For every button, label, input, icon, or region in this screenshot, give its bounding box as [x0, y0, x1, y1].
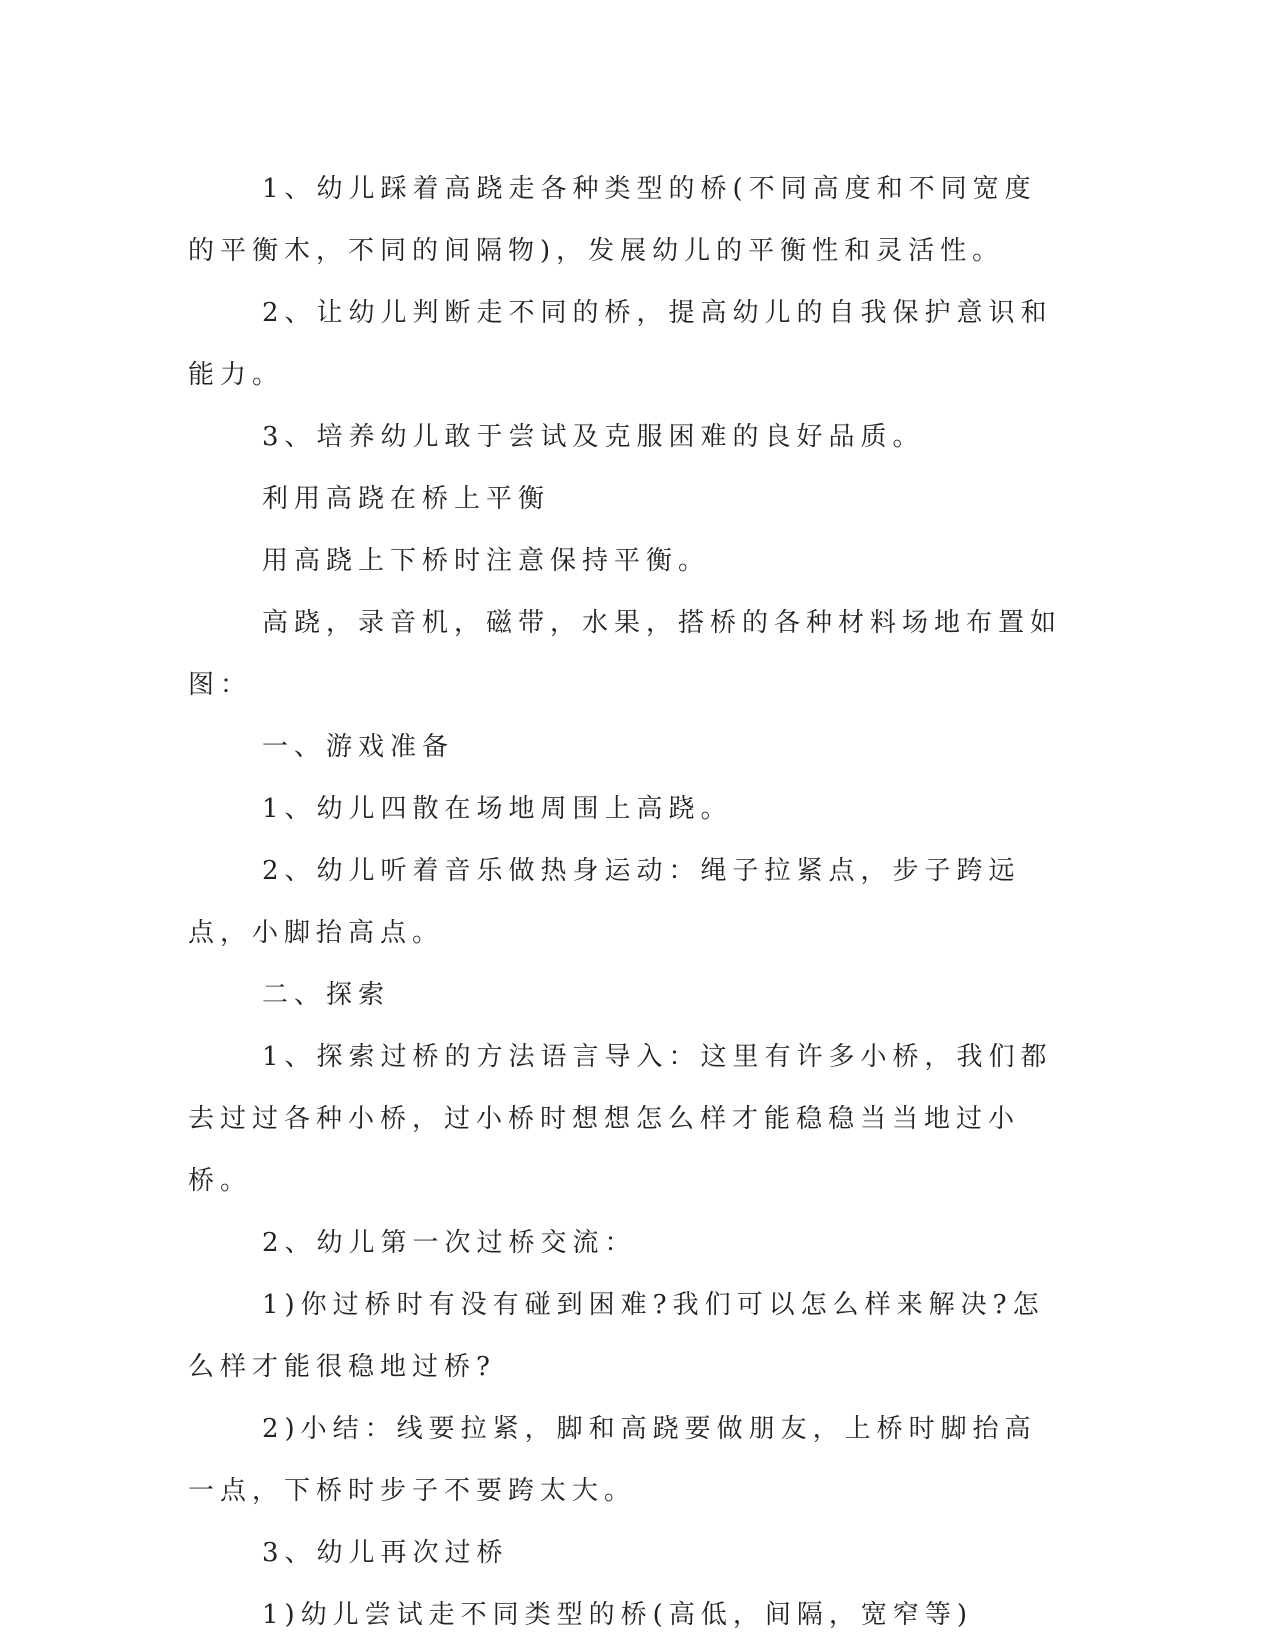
paragraph: 1)你过桥时有没有碰到困难?我们可以怎么样来解决?怎么样才能很稳地过桥?: [188, 1290, 1045, 1382]
paragraph: 1、探索过桥的方法语言导入：这里有许多小桥，我们都去过过各种小桥，过小桥时想想怎么样才能稳稳当当地过小桥。: [188, 1042, 1053, 1196]
paragraph: 高跷，录音机，磁带，水果，搭桥的各种材料场地布置如图：: [188, 608, 1063, 700]
section-heading: 一、游戏准备: [262, 732, 455, 762]
paragraph: 用高跷上下桥时注意保持平衡。: [262, 546, 711, 576]
paragraph: 1、幼儿踩着高跷走各种类型的桥(不同高度和不同宽度的平衡木，不同的间隔物)，发展幼儿的平衡性和灵活性。: [188, 174, 1037, 266]
paragraph: 利用高跷在桥上平衡: [262, 484, 551, 514]
document-body: [188, 158, 1068, 1646]
paragraph: 1)幼儿尝试走不同类型的桥(高低，间隔，宽窄等): [262, 1600, 973, 1630]
paragraph: 1、幼儿四散在场地周围上高跷。: [262, 794, 733, 824]
paragraph: 3、培养幼儿敢于尝试及克服困难的良好品质。: [262, 422, 925, 452]
section-heading: 二、探索: [262, 980, 391, 1010]
paragraph: 2)小结：线要拉紧，脚和高跷要做朋友，上桥时脚抬高一点，下桥时步子不要跨太大。: [188, 1414, 1037, 1506]
paragraph: 2、幼儿听着音乐做热身运动：绳子拉紧点，步子跨远点，小脚抬高点。: [188, 856, 1021, 948]
paragraph: 2、幼儿第一次过桥交流：: [262, 1228, 637, 1258]
paragraph: 2、让幼儿判断走不同的桥，提高幼儿的自我保护意识和能力。: [188, 298, 1053, 390]
paragraph: 3、幼儿再次过桥: [262, 1538, 509, 1568]
